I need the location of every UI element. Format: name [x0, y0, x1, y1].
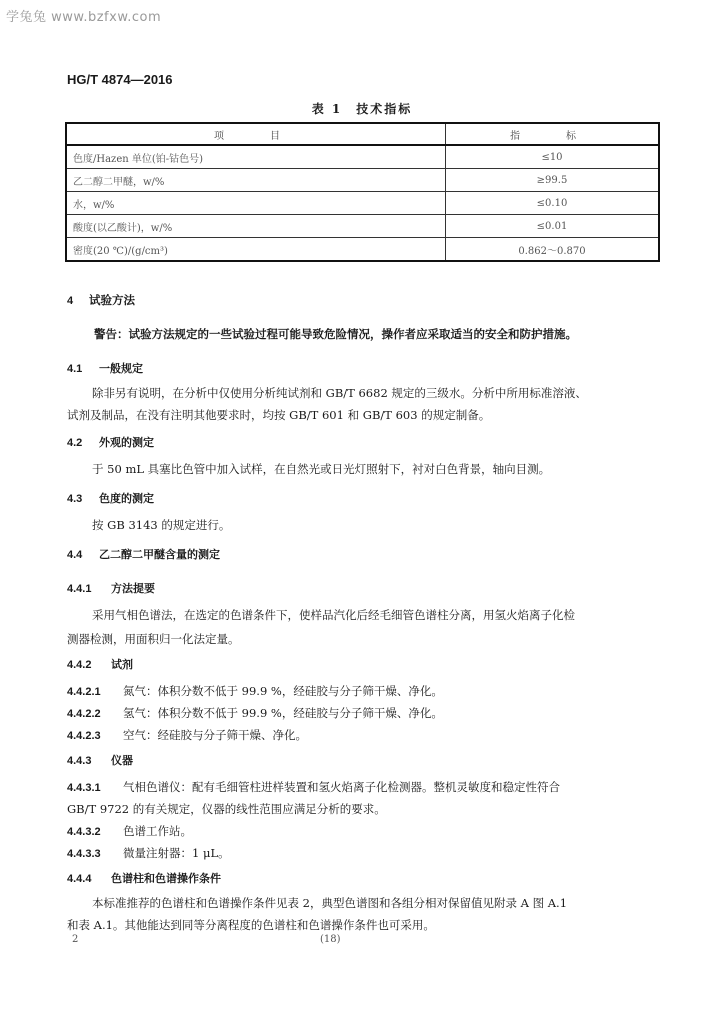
paragraph: 本标准推荐的色谱柱和色谱操作条件见表 2，典型色谱图和各组分相对保留值见附录 A 图 A.1	[92, 896, 568, 910]
paragraph: 于 50 mL 具塞比色管中加入试样，在自然光或日光灯照射下，衬对白色背景，轴向目测。	[92, 462, 551, 476]
paragraph: 按 GB 3143 的规定进行。	[92, 518, 231, 532]
table-cell-value: ≤10	[446, 145, 660, 169]
section-title: 外观的测定	[99, 436, 154, 449]
standard-number: HG/T 4874—2016	[67, 72, 173, 87]
table-header-value: 指 标	[446, 123, 660, 145]
table-cell-item: 乙二醇二甲醚，w/%	[66, 169, 446, 192]
section-title: 试验方法	[89, 293, 135, 307]
section-4-2-heading	[67, 434, 154, 450]
section-number: 4.4.4	[67, 873, 92, 885]
section-title: 乙二醇二甲醚含量的测定	[99, 548, 220, 561]
item-text: 气相色谱仪：配有毛细管柱进样装置和氢火焰离子化检测器。整机灵敏度和稳定性符合	[123, 780, 560, 794]
list-item	[67, 680, 443, 703]
page-footer-code: (18)	[320, 934, 341, 945]
table-row	[66, 169, 659, 192]
section-4-4-4-heading	[67, 870, 221, 886]
paragraph: GB/T 9722 的有关规定，仪器的线性范围应满足分析的要求。	[67, 802, 386, 816]
section-4-4-1-heading	[67, 580, 155, 596]
list-item	[67, 702, 443, 725]
list-item	[67, 724, 307, 747]
table-cell-value: ≤0.10	[446, 192, 660, 215]
table-title: 表 1 技术指标	[311, 102, 413, 116]
paragraph: 试剂及制品，在没有注明其他要求时，均按 GB/T 601 和 GB/T 603 的规定制备。	[67, 408, 491, 422]
section-title: 一般规定	[99, 362, 143, 375]
table-cell-item: 密度(20 ℃)/(g/cm³)	[66, 238, 446, 262]
table-cell-item: 酸度(以乙酸计)，w/%	[66, 215, 446, 238]
table-cell-value: 0.862～0.870	[446, 238, 660, 262]
section-4-4-3-heading	[67, 752, 133, 768]
watermark: 学兔兔 www.bzfxw.com	[6, 10, 162, 25]
section-title: 仪器	[111, 754, 133, 767]
section-number: 4.2	[67, 437, 83, 449]
list-item	[67, 842, 230, 865]
section-title: 色谱柱和色谱操作条件	[111, 872, 221, 885]
item-text: 色谱工作站。	[123, 824, 192, 838]
paragraph: 除非另有说明，在分析中仅使用分析纯试剂和 GB/T 6682 规定的三级水。分析中所用标准溶液、	[92, 386, 587, 400]
table-row	[66, 192, 659, 215]
section-number: 4	[67, 295, 74, 307]
section-number: 4.4	[67, 549, 83, 561]
table-row	[66, 145, 659, 169]
table-header-item: 项 目	[66, 123, 446, 145]
section-number: 4.4.1	[67, 583, 92, 595]
item-number: 4.4.2.2	[67, 708, 101, 720]
paragraph: 采用气相色谱法，在选定的色谱条件下，使样品汽化后经毛细管色谱柱分离，用氢火焰离子化检	[92, 608, 575, 622]
table-row	[66, 238, 659, 262]
section-title: 试剂	[111, 658, 133, 671]
warning-text: 警告：试验方法规定的一些试验过程可能导致危险情况，操作者应采取适当的安全和防护措施。	[94, 327, 577, 341]
item-number: 4.4.3.1	[67, 782, 101, 794]
section-4-3-heading	[67, 490, 154, 506]
item-number: 4.4.2.1	[67, 686, 101, 698]
list-item	[67, 776, 560, 799]
item-text: 氢气：体积分数不低于 99.9 %，经硅胶与分子筛干燥、净化。	[123, 706, 443, 720]
section-4-heading	[67, 292, 135, 308]
table-header-row	[66, 123, 659, 145]
section-number: 4.3	[67, 493, 83, 505]
item-text: 氮气：体积分数不低于 99.9 %，经硅胶与分子筛干燥、净化。	[123, 684, 443, 698]
item-text: 微量注射器：1 μL。	[123, 846, 230, 860]
section-number: 4.4.2	[67, 659, 92, 671]
table-cell-value: ≤0.01	[446, 215, 660, 238]
item-text: 空气：经硅胶与分子筛干燥、净化。	[123, 728, 307, 742]
item-number: 4.4.2.3	[67, 730, 101, 742]
section-title: 方法提要	[111, 582, 155, 595]
paragraph: 测器检测，用面积归一化法定量。	[67, 632, 240, 646]
table-cell-item: 水，w/%	[66, 192, 446, 215]
paragraph: 和表 A.1。其他能达到同等分离程度的色谱柱和色谱操作条件也可采用。	[67, 918, 435, 932]
section-4-1-heading	[67, 360, 143, 376]
item-number: 4.4.3.3	[67, 848, 101, 860]
section-number: 4.4.3	[67, 755, 92, 767]
section-number: 4.1	[67, 363, 83, 375]
section-4-4-heading	[67, 546, 220, 562]
item-number: 4.4.3.2	[67, 826, 101, 838]
section-4-4-2-heading	[67, 656, 133, 672]
section-title: 色度的测定	[99, 492, 154, 505]
table-cell-item: 色度/Hazen 单位(铂-钴色号)	[66, 145, 446, 169]
page-number: 2	[72, 934, 79, 945]
list-item	[67, 820, 192, 843]
table-row	[66, 215, 659, 238]
spec-table	[65, 122, 660, 262]
table-cell-value: ≥99.5	[446, 169, 660, 192]
